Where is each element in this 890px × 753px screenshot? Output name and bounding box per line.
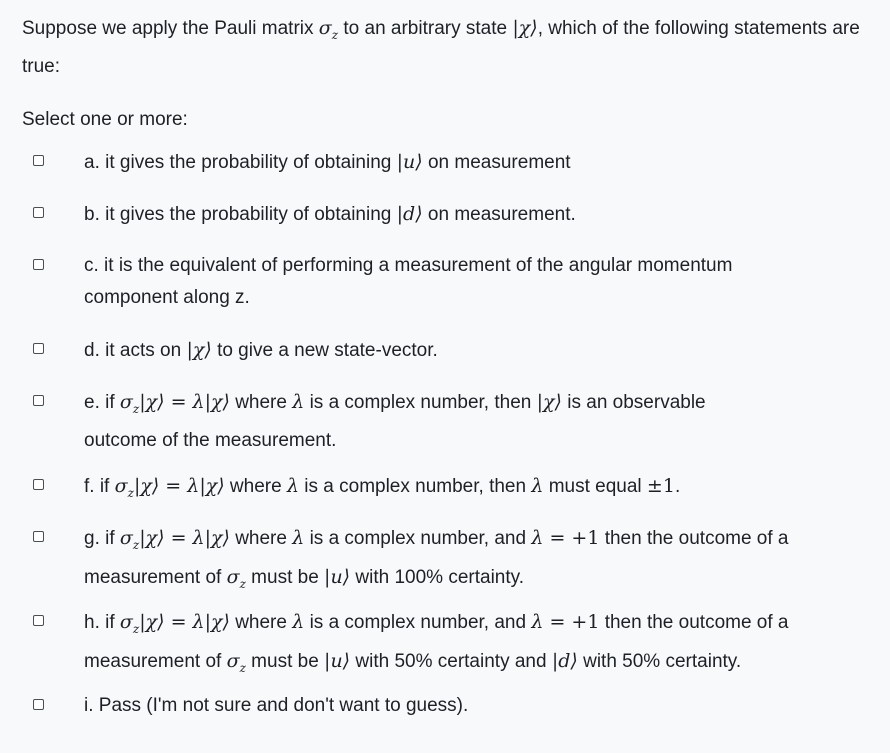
select-prompt: Select one or more:	[22, 109, 188, 130]
checkbox-option-d[interactable]	[33, 343, 44, 354]
option-a-label[interactable]: a. it gives the probability of obtaining |u⟩ on measurement	[84, 151, 571, 173]
checkbox-option-i[interactable]	[33, 699, 44, 710]
option-e-label[interactable]: e. if $\sigma_z|\chi⟩$ = λ|χ⟩ where λ is a complex number, then |χ⟩ is an observable outcome of the measurement.	[84, 391, 706, 451]
checkbox-option-c[interactable]	[33, 259, 44, 270]
option-i-label[interactable]: i. Pass (I'm not sure and don't want to guess).	[84, 695, 469, 716]
checkbox-option-b[interactable]	[33, 207, 44, 218]
option-g-label[interactable]: g. if $\sigma_z|\chi⟩$ = λ|χ⟩ where λ is a complex number, and λ = +1 then the outcome of a measurement of $\sigma_z$ must be |u⟩ with 100% certainty.	[84, 527, 789, 591]
checkbox-option-f[interactable]	[33, 479, 44, 490]
option-b-label[interactable]: b. it gives the probability of obtaining |d⟩ on measurement.	[84, 203, 576, 225]
sigma-z-symbol: $\sigma_z$	[318, 17, 339, 42]
question-text: Suppose we apply the Pauli matrix $\sigma_z$ to an arbitrary state |χ⟩, which of the following statements are true:	[22, 17, 860, 77]
checkbox-option-a[interactable]	[33, 155, 44, 166]
checkbox-option-h[interactable]	[33, 615, 44, 626]
checkbox-option-g[interactable]	[33, 531, 44, 542]
checkbox-option-e[interactable]	[33, 395, 44, 406]
option-d-label[interactable]: d. it acts on |χ⟩ to give a new state-vector.	[84, 339, 438, 361]
option-f-label[interactable]: f. if $\sigma_z|\chi⟩$ = λ|χ⟩ where λ is a complex number, then λ must equal ±1.	[84, 475, 681, 500]
option-c-label[interactable]: c. it is the equivalent of performing a measurement of the angular momentum component along z.	[84, 255, 733, 308]
option-h-label[interactable]: h. if $\sigma_z|\chi⟩$ = λ|χ⟩ where λ is a complex number, and λ = +1 then the outcome of a measurement of $\sigma_z$ must be |u⟩ with 50% certainty and |d⟩ with 50% certainty.	[84, 611, 789, 675]
ket-chi: |χ⟩	[512, 17, 538, 39]
